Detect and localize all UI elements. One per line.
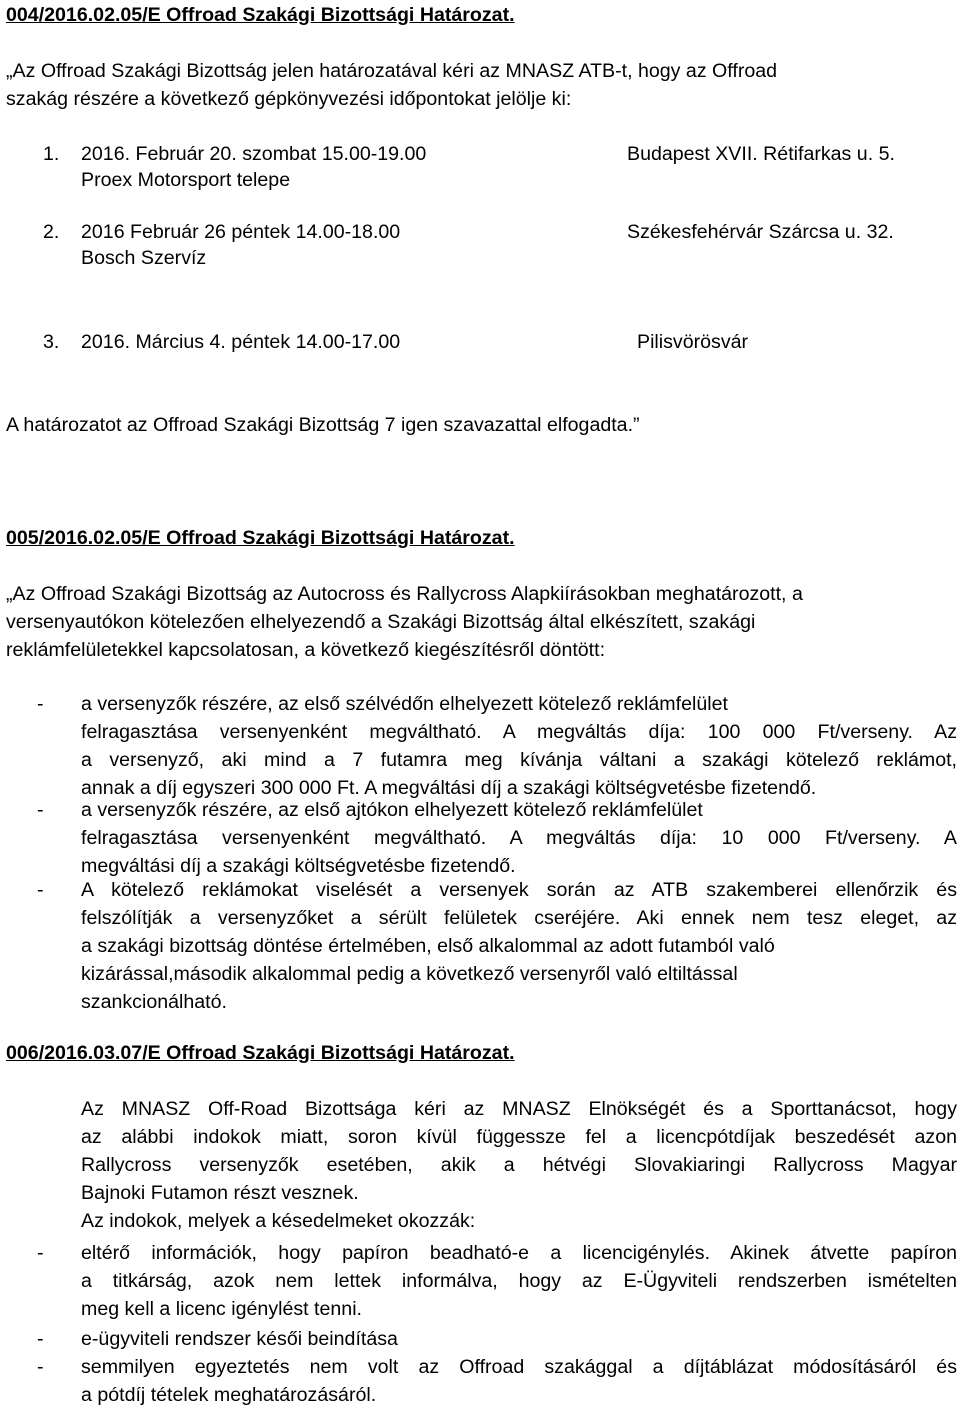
bullet-line: megváltási díj a szakági költségvetésbe fizetendő. [81, 855, 516, 877]
item-date: 2016 Február 26 péntek 14.00-18.00 [81, 221, 401, 243]
intro-line: „Az Offroad Szakági Bizottság az Autocross és Rallycross Alapkiírásokban meghatározott, a [6, 583, 803, 605]
intro-line: szakág részére a következő gépkönyvezési időpontokat jelölje ki: [6, 88, 572, 110]
bullet-dash: - [37, 1328, 44, 1350]
bullet-line: a szakági bizottság döntése értelmében, első alkalommal az adott futamból való [81, 935, 775, 957]
bullet-dash: - [37, 1356, 44, 1378]
bullet-line: kizárással,második alkalommal pedig a következő versenyről való eltiltással [81, 963, 738, 985]
bullet-line: annak a díj egyszeri 300 000 Ft. A megváltási díj a szakági költségvetésbe fizetendő. [81, 777, 817, 799]
item-number: 2. [43, 221, 60, 243]
item-place: Budapest XVII. Rétifarkas u. 5. [627, 143, 895, 165]
bullet-line: e-ügyviteli rendszer késői beindítása [81, 1328, 398, 1350]
resolution-heading-005: 005/2016.02.05/E Offroad Szakági Bizottsági Határozat. [6, 527, 515, 549]
resolution-004-closing: A határozatot az Offroad Szakági Bizottság 7 igen szavazattal elfogadta.” [6, 414, 640, 436]
bullet-text [81, 1325, 957, 1353]
bullet-line: felragasztása versenyenként megváltható. A megváltás díja: 10 000 Ft/verseny. A [81, 827, 957, 849]
intro-line: Bajnoki Futamon részt vesznek. [81, 1182, 359, 1204]
bullet-text [81, 796, 957, 880]
item-venue: Proex Motorsport telepe [81, 169, 291, 191]
resolution-heading-004: 004/2016.02.05/E Offroad Szakági Bizottsági Határozat. [6, 4, 515, 26]
bullet-line: a versenyzők részére, az első szélvédőn elhelyezett kötelező reklámfelület [81, 693, 728, 715]
intro-line: Az indokok, melyek a késedelmeket okozzák: [81, 1210, 476, 1232]
bullet-text [81, 1353, 957, 1409]
bullet-line: meg kell a licenc igénylést tenni. [81, 1298, 362, 1320]
bullet-text [81, 1239, 957, 1323]
item-venue: Bosch Szervíz [81, 247, 207, 269]
item-place: Pilisvörösvár [637, 331, 749, 353]
bullet-line: A kötelező reklámokat viselését a versenyek során az ATB szakemberei ellenőrzik és [81, 879, 957, 901]
item-date: 2016. Március 4. péntek 14.00-17.00 [81, 331, 401, 353]
resolution-heading-006: 006/2016.03.07/E Offroad Szakági Bizottsági Határozat. [6, 1042, 515, 1064]
bullet-text [81, 876, 957, 1016]
bullet-line: a versenyző, aki mind a 7 futamra meg kívánja váltani a szakági kötelező reklámot, [81, 749, 957, 771]
item-date: 2016. Február 20. szombat 15.00-19.00 [81, 143, 427, 165]
bullet-dash: - [37, 799, 44, 821]
item-place: Székesfehérvár Szárcsa u. 32. [627, 221, 894, 243]
resolution-004-intro [6, 57, 958, 113]
bullet-line: felszólítják a versenyzőket a sérült felületek cseréjére. Aki ennek nem tesz eleget, az [81, 907, 957, 929]
intro-line: „Az Offroad Szakági Bizottság jelen határozatával kéri az MNASZ ATB-t, hogy az Offroad [6, 60, 778, 82]
item-number: 3. [43, 331, 60, 353]
bullet-line: a versenyzők részére, az első ajtókon elhelyezett kötelező reklámfelület [81, 799, 703, 821]
intro-line: Rallycross versenyzők esetében, akik a hétvégi Slovakiaringi Rallycross Magyar [81, 1154, 957, 1176]
bullet-line: szankcionálható. [81, 991, 227, 1013]
bullet-line: felragasztása versenyenként megváltható. A megváltás díja: 100 000 Ft/verseny. Az [81, 721, 957, 743]
bullet-line: eltérő információk, hogy papíron beadható-e a licencigénylés. Akinek átvette papíron [81, 1242, 957, 1264]
resolution-005-intro [6, 580, 958, 664]
bullet-dash: - [37, 879, 44, 901]
intro-line: versenyautókon kötelezően elhelyezendő a Szakági Bizottság által elkészített, szakági [6, 611, 756, 633]
intro-line: az alábbi indokok miatt, soron kívül függessze fel a licencpótdíjak beszedését azon [81, 1126, 957, 1148]
item-number: 1. [43, 143, 60, 165]
bullet-line: semmilyen egyeztetés nem volt az Offroad szakággal a díjtáblázat módosításáról és [81, 1356, 957, 1378]
intro-line: reklámfelületekkel kapcsolatosan, a következő kiegészítésről döntött: [6, 639, 606, 661]
intro-line: Az MNASZ Off-Road Bizottsága kéri az MNASZ Elnökségét és a Sporttanácsot, hogy [81, 1098, 957, 1120]
bullet-dash: - [37, 1242, 44, 1264]
bullet-line: a titkárság, azok nem lettek informálva, hogy az E-Ügyviteli rendszerben ismételten [81, 1270, 957, 1292]
resolution-006-intro [81, 1095, 957, 1235]
bullet-dash: - [37, 693, 44, 715]
bullet-text [81, 690, 957, 802]
bullet-line: a pótdíj tételek meghatározásáról. [81, 1384, 377, 1406]
